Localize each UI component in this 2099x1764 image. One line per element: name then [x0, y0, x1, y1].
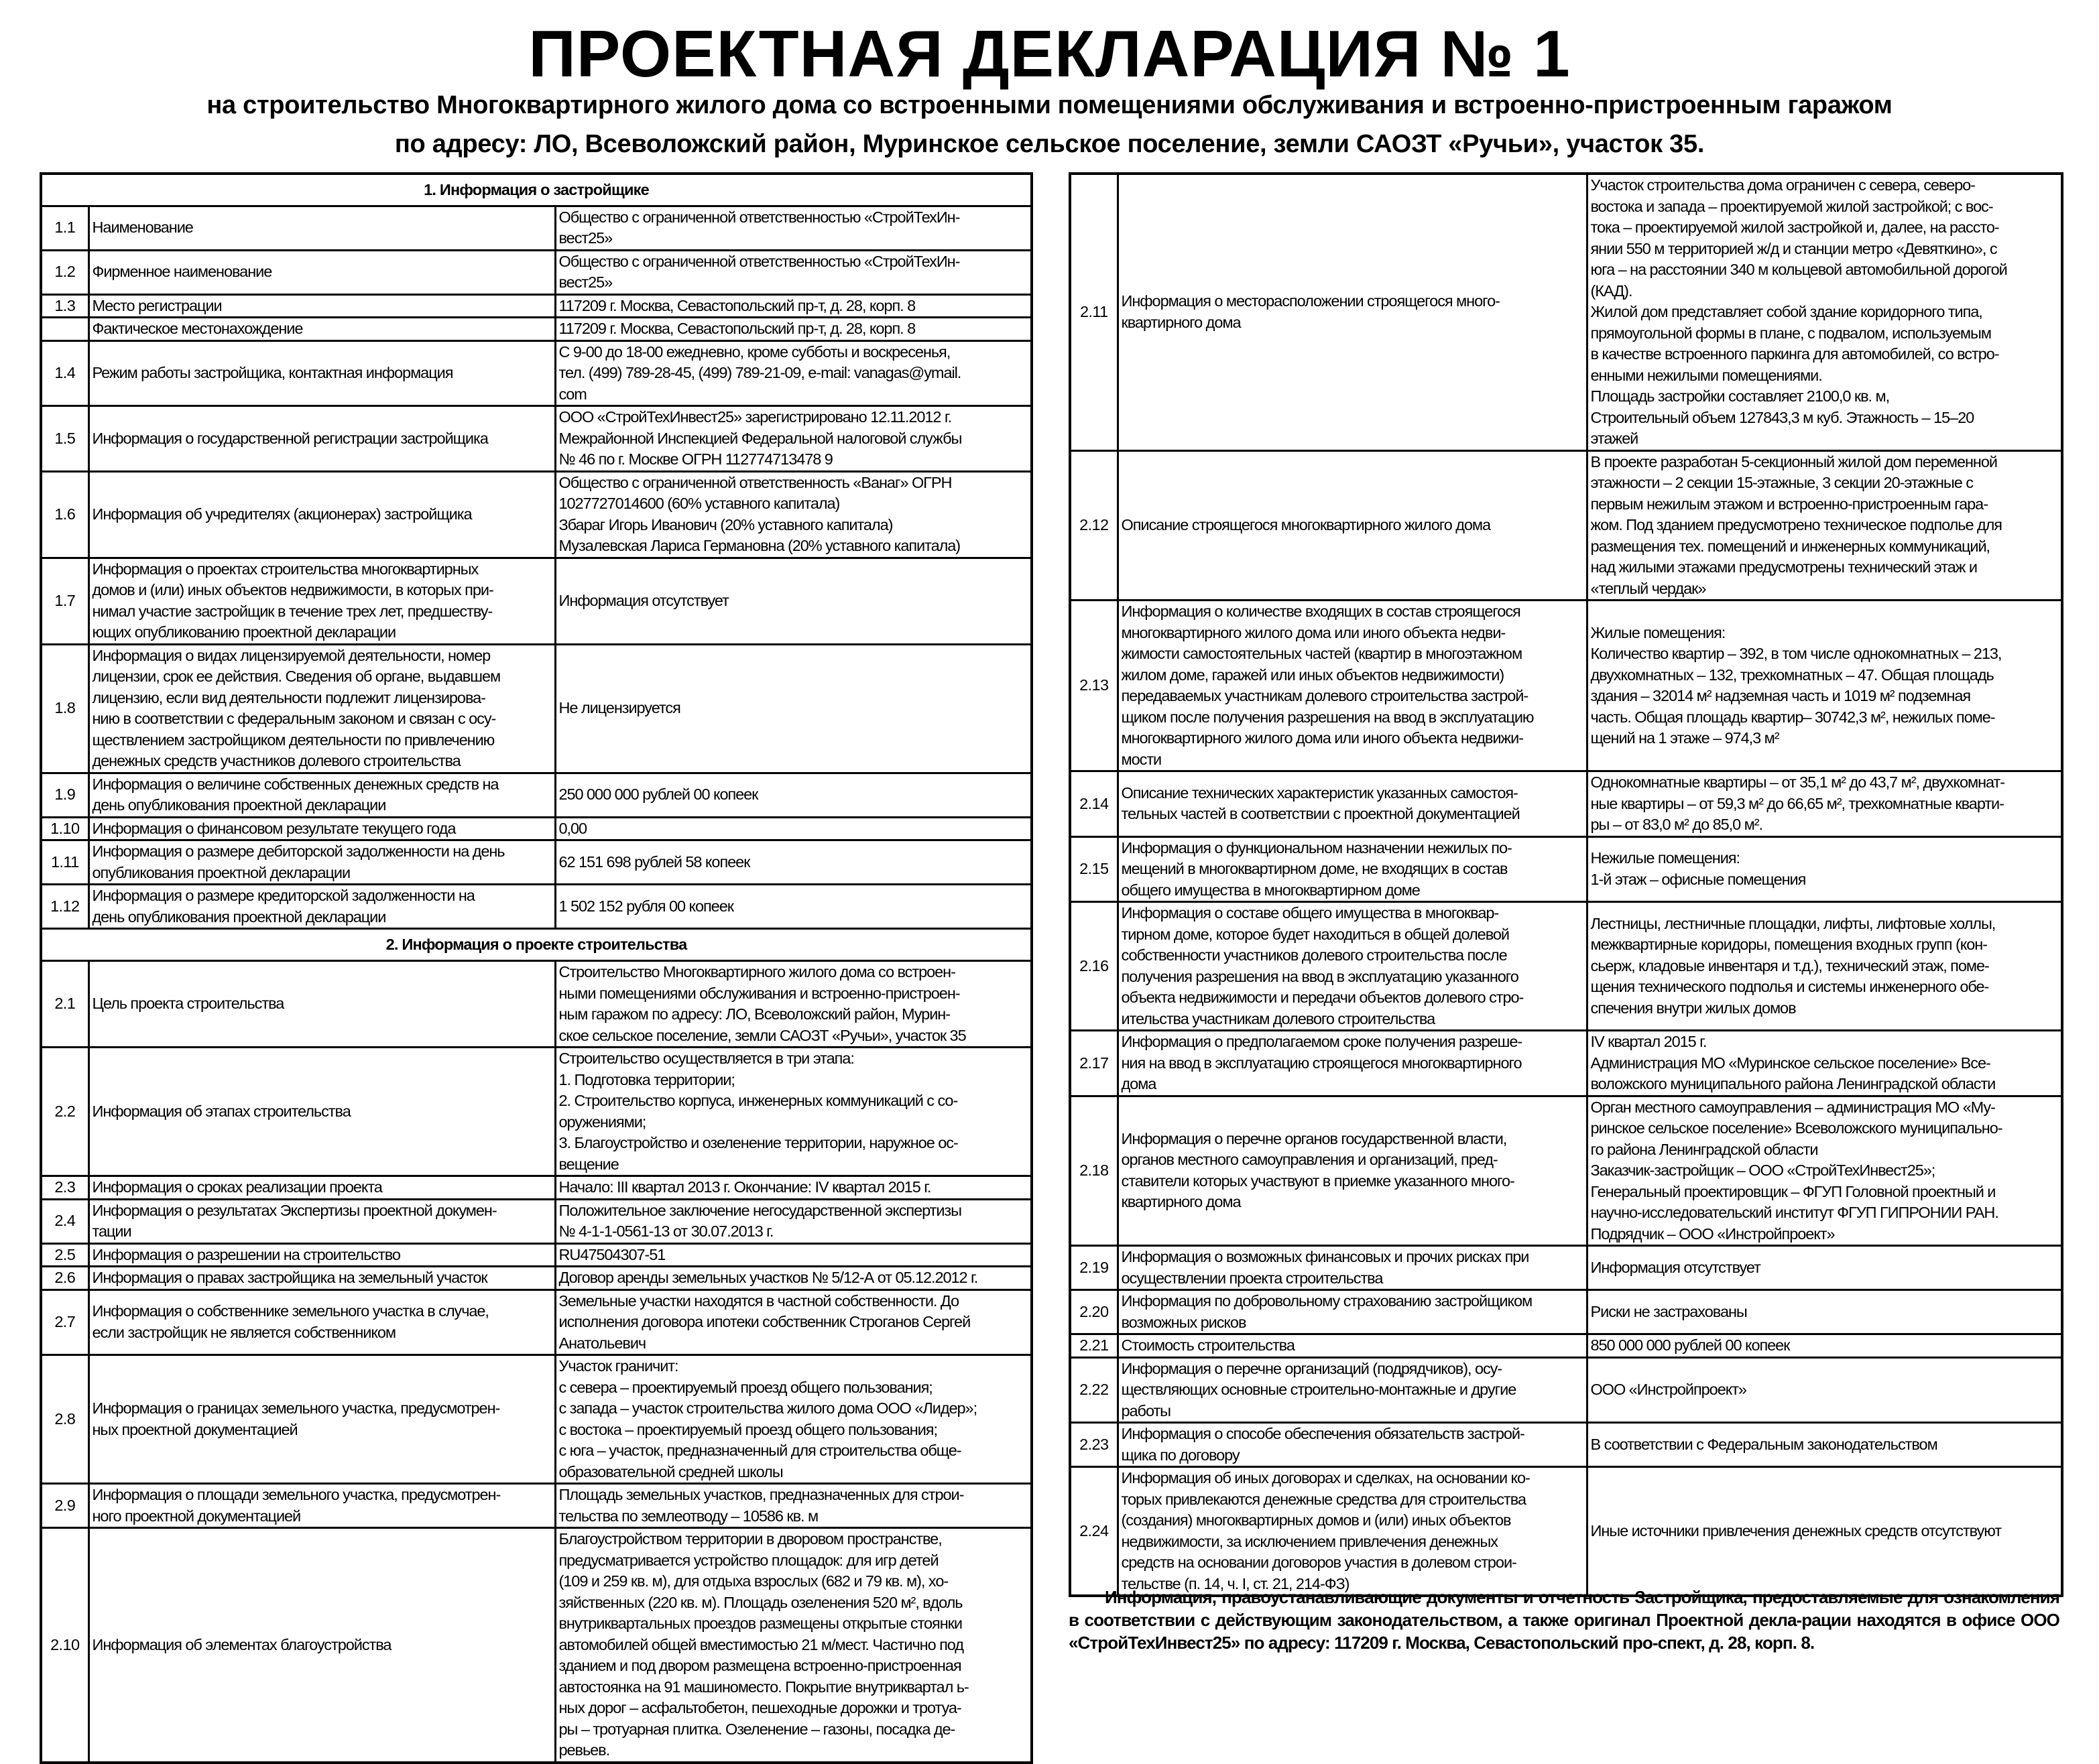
row-label: Информация о перечне органов государственной власти, органов местного самоуправления и организаций, пред- ставители которых участвуют в приемке указанного много- квартирного дома: [1118, 1096, 1587, 1246]
project-info-table-continued: [1069, 172, 2063, 1597]
row-number: 2.11: [1070, 174, 1118, 450]
row-number: 2.14: [1070, 771, 1118, 837]
row-label: Режим работы застройщика, контактная информация: [88, 340, 555, 406]
row-number: 2.21: [1070, 1334, 1118, 1358]
table-row: [1070, 1357, 2062, 1423]
row-number: 1.1: [41, 206, 88, 250]
table-row: [41, 318, 1032, 341]
row-value: Договор аренды земельных участков № 5/12-А от 05.12.2012 г.: [555, 1267, 1032, 1290]
table-row: [41, 1355, 1032, 1484]
row-number: 1.5: [41, 406, 88, 472]
footer-note: Информация, правоустанавливающие документы и отчетность Застройщика, предоставляемые для ознакомления в соответствии с действующим законодательством, а также оригинал Проектной декла-рации находятся в офисе ООО «СтройТехИнвест25» по адресу: 117209 г. Москва, Севастопольский про-спект, д. 28, корп. 8.: [1069, 1587, 2059, 1653]
row-label: Информация о величине собственных денежных средств на день опубликования проектной декларации: [88, 773, 555, 817]
row-number: 2.9: [41, 1484, 88, 1528]
row-value: Не лицензируется: [555, 644, 1032, 773]
row-value: В проекте разработан 5-секционный жилой дом переменной этажности – 2 секции 15-этажные, 3 секции 20-этажные с первым нежилым этажом и встроенно-пристроенным гара- жом. Под зданием предусмотрено техническое подполье для размещения тех. помещений и инженерных коммуникаций, над жилыми этажами предусмотрены технический этаж и «теплый чердак»: [1587, 450, 2062, 601]
row-value: 1 502 152 рубля 00 копеек: [555, 885, 1032, 929]
row-number: 2.24: [1070, 1467, 1118, 1596]
table-row: [41, 1528, 1032, 1763]
right-table-body: [1070, 174, 2062, 1596]
developer-info-table: [40, 172, 1033, 1764]
table-row: [1070, 1290, 2062, 1334]
row-label: Описание технических характеристик указанных самостоя- тельных частей в соответствии с проектной документацией: [1118, 771, 1587, 837]
row-number: 2.2: [41, 1048, 88, 1176]
row-number: 2.5: [41, 1243, 88, 1267]
table-row: [41, 885, 1032, 929]
row-value: Участок граничит: с севера – проектируемый проезд общего пользования; с запада – участок строительства жилого дома ООО «Лидер»; с востока – проектируемый проезд общего пользования; с юга – участок, предназначенный для строительства обще- образовательной средней школы: [555, 1355, 1032, 1484]
row-number: 2.20: [1070, 1290, 1118, 1334]
table-row: [41, 773, 1032, 817]
row-label: Информация об элементах благоустройства: [88, 1528, 555, 1763]
table-row: [1070, 1334, 2062, 1358]
row-label: Информация об учредителях (акционерах) застройщика: [88, 471, 555, 558]
row-number: 2.8: [41, 1355, 88, 1484]
row-label: Информация о составе общего имущества в многоквар- тирном доме, которое будет находиться в общей долевой собственности участников долевого строительства после получения разрешения на ввод в эксплуатацию указанного объекта недвижимости и передачи объектов долевого стро- ительства участникам долевого строительства: [1118, 902, 1587, 1031]
row-value: Иные источники привлечения денежных средств отсутствуют: [1587, 1467, 2062, 1596]
row-value: Общество с ограниченной ответственность «Ванаг» ОГРН 1027727014600 (60% уставного капитала) Збараг Игорь Иванович (20% уставного капитала) Музалевская Лариса Германовна (20% уставного капитала): [555, 471, 1032, 558]
row-value: Жилые помещения: Количество квартир – 392, в том числе однокомнатных – 213, двухкомнатных – 132, трехкомнатных – 47. Общая площадь здания – 32014 м² надземная часть и 1019 м² подземная часть. Общая площадь квартир– 30742,3 м², нежилых поме- щений на 1 этаже – 974,3 м²: [1587, 601, 2062, 771]
row-value: Однокомнатные квартиры – от 35,1 м² до 43,7 м², двухкомнат- ные квартиры – от 59,3 м² до 66,65 м², трехкомнатные кварти- ры – от 83,0 м² до 85,0 м².: [1587, 771, 2062, 837]
row-label: Информация о размере дебиторской задолженности на день опубликования проектной декларации: [88, 840, 555, 885]
row-number: [41, 318, 88, 341]
row-number: 1.3: [41, 294, 88, 318]
row-label: Информация по добровольному страхованию застройщиком возможных рисков: [1118, 1290, 1587, 1334]
row-value: Общество с ограниченной ответственностью «СтройТехИн- вест25»: [555, 250, 1032, 294]
row-number: 2.3: [41, 1176, 88, 1200]
row-label: Информация о предполагаемом сроке получения разреше- ния на ввод в эксплуатацию строящегося многоквартирного дома: [1118, 1031, 1587, 1096]
row-value: RU47504307-51: [555, 1243, 1032, 1267]
row-value: Земельные участки находятся в частной собственности. До исполнения договора ипотеки собственник Строганов Сергей Анатольевич: [555, 1289, 1032, 1355]
row-label: Описание строящегося многоквартирного жилого дома: [1118, 450, 1587, 601]
row-label: Информация о видах лицензируемой деятельности, номер лицензии, срок ее действия. Сведения об органе, выдавшем лицензию, если вид деятельности подлежит лицензирова- нию в соответствии с федеральным законом и связан с осу- ществлением застройщиком деятельности по привлечению денежных средств участников долевого строительства: [88, 644, 555, 773]
row-value: IV квартал 2015 г. Администрация МО «Муринское сельское поселение» Все- воложского муниципального района Ленинградской области: [1587, 1031, 2062, 1096]
row-label: Информация о площади земельного участка, предусмотрен- ного проектной документацией: [88, 1484, 555, 1528]
row-value: С 9-00 до 18-00 ежедневно, кроме субботы и воскресенья, тел. (499) 789-28-45, (499) 789-21-09, e-mail: vanagas@ymail. com: [555, 340, 1032, 406]
row-label: Информация об этапах строительства: [88, 1048, 555, 1176]
row-value: 117209 г. Москва, Севастопольский пр-т, д. 28, корп. 8: [555, 318, 1032, 341]
table-row: [1070, 1096, 2062, 1246]
row-value: 0,00: [555, 817, 1032, 840]
row-value: 62 151 698 рублей 58 копеек: [555, 840, 1032, 885]
row-number: 1.6: [41, 471, 88, 558]
table-row: [41, 206, 1032, 250]
row-value: Участок строительства дома ограничен с севера, северо- востока и запада – проектируемой жилой застройкой; с вос- тока – проектируемой жилой застройкой и, далее, на рассто- янии 550 м территорией ж/д и станции метро «Девяткино», с юга – на расстоянии 340 м кольцевой автомобильной дорогой (КАД). Жилой дом представляет собой здание коридорного типа, прямоугольной формы в плане, с подвалом, используемым в качестве встроенного паркинга для автомобилей, со встро- енными нежилыми помещениями. Площадь застройки составляет 2100,0 кв. м, Строительный объем 127843,3 м куб. Этажность – 15–20 этажей: [1587, 174, 2062, 450]
row-label: Фактическое местонахождение: [88, 318, 555, 341]
row-number: 2.7: [41, 1289, 88, 1355]
row-number: 2.4: [41, 1199, 88, 1243]
table-row: [41, 406, 1032, 472]
row-number: 2.23: [1070, 1423, 1118, 1467]
row-number: 2.6: [41, 1267, 88, 1290]
table-row: [41, 961, 1032, 1048]
row-label: Информация о количестве входящих в состав строящегося многоквартирного жилого дома или иного объекта недви- жимости самостоятельных частей (квартир в многоэтажном жилом доме, гаражей или иных объектов недвижимости) передаваемых участникам долевого строительства застрой- щиком после получения разрешения на ввод в эксплуатацию многоквартирного жилого дома или иного объекта недвижи- мости: [1118, 601, 1587, 771]
row-number: 2.15: [1070, 836, 1118, 902]
section-heading: 1. Информация о застройщике: [41, 174, 1032, 206]
row-number: 1.11: [41, 840, 88, 885]
table-row: [41, 644, 1032, 773]
table-row: [41, 340, 1032, 406]
row-label: Информация о проектах строительства многоквартирных домов и (или) иных объектов недвижимости, в которых при- нимал участие застройщик в течение трех лет, предшеству- ющих опубликованию проектной декларации: [88, 558, 555, 644]
table-row: [41, 471, 1032, 558]
row-value: Начало: III квартал 2013 г. Окончание: IV квартал 2015 г.: [555, 1176, 1032, 1200]
row-label: Информация о разрешении на строительство: [88, 1243, 555, 1267]
row-value: ООО «СтройТехИнвест25» зарегистрировано 12.11.2012 г. Межрайонной Инспекцией Федеральной налоговой службы № 46 по г. Москве ОГРН 112774713478 9: [555, 406, 1032, 472]
page-subtitle: [0, 86, 2099, 164]
table-row: [41, 840, 1032, 885]
table-row: [41, 1243, 1032, 1267]
row-label: Информация о возможных финансовых и прочих рисках при осуществлении проекта строительства: [1118, 1246, 1587, 1290]
row-label: Информация о перечне организаций (подрядчиков), осу- ществляющих основные строительно-монтажные и другие работы: [1118, 1357, 1587, 1423]
section-2-header: [41, 929, 1032, 961]
row-value: 117209 г. Москва, Севастопольский пр-т, д. 28, корп. 8: [555, 294, 1032, 318]
row-label: Информация о правах застройщика на земельный участок: [88, 1267, 555, 1290]
table-row: [1070, 1423, 2062, 1467]
row-number: 1.8: [41, 644, 88, 773]
row-label: Наименование: [88, 206, 555, 250]
page-title: ПРОЕКТНАЯ ДЕКЛАРАЦИЯ № 1: [528, 17, 1571, 90]
table-row: [1070, 450, 2062, 601]
row-label: Фирменное наименование: [88, 250, 555, 294]
row-number: 2.17: [1070, 1031, 1118, 1096]
table-row: [41, 294, 1032, 318]
row-label: Цель проекта строительства: [88, 961, 555, 1048]
row-label: Информация о способе обеспечения обязательств застрой- щика по договору: [1118, 1423, 1587, 1467]
row-value: Орган местного самоуправления – администрация МО «Му- ринское сельское поселение» Всеволожского муниципально- го района Ленинградской области Заказчик-застройщик – ООО «СтройТехИнвест25»; Генеральный проектировщик – ФГУП Головной проектный и научно-исследовательский институт ФГУП ГИПРОНИИ РАН. Подрядчик – ООО «Инстройпроект»: [1587, 1096, 2062, 1246]
row-value: В соответствии с Федеральным законодательством: [1587, 1423, 2062, 1467]
row-value: Общество с ограниченной ответственностью «СтройТехИн- вест25»: [555, 206, 1032, 250]
row-number: 1.10: [41, 817, 88, 840]
row-number: 2.16: [1070, 902, 1118, 1031]
table-row: [1070, 902, 2062, 1031]
row-label: Информация о границах земельного участка, предусмотрен- ных проектной документацией: [88, 1355, 555, 1484]
subtitle-line-1: на строительство Многоквартирного жилого дома со встроенными помещениями обслуживания и встроенно-пристроенным гаражом: [206, 91, 1893, 119]
row-number: 1.4: [41, 340, 88, 406]
row-value: Благоустройством территории в дворовом пространстве, предусматривается устройство площадок: для игр детей (109 и 259 кв. м), для отдыха взрослых (682 и 79 кв. м), хо- зяйственных (220 кв. м). Площадь озеленения 520 м², вдоль внутриквартальных проездов размещены открытые стоянки автомобилей общей вместимостью 21 м/мест. Частично под зданием и под двором размещена встроенно-пристроенная автостоянка на 91 машиноместо. Покрытие внутриквартал ь- ных дорог – асфальтобетон, пешеходные дорожки и тротуа- ры – тротуарная плитка. Озеленение – газоны, посадка де- ревьев.: [555, 1528, 1032, 1763]
row-number: 2.10: [41, 1528, 88, 1763]
row-value: Лестницы, лестничные площадки, лифты, лифтовые холлы, межквартирные коридоры, помещения входных групп (кон- сьерж, кладовые инвентаря и т.д.), технический этаж, поме- щения технического подполья и системы инженерного обе- спечения внутри жилых домов: [1587, 902, 2062, 1031]
row-value: Строительство осуществляется в три этапа: 1. Подготовка территории; 2. Строительство корпуса, инженерных коммуникаций с со- оружениями; 3. Благоустройство и озеленение территории, наружное ос- вещение: [555, 1048, 1032, 1176]
row-value: Информация отсутствует: [555, 558, 1032, 644]
table-row: [1070, 601, 2062, 771]
table-row: [41, 1289, 1032, 1355]
row-label: Информация о государственной регистрации застройщика: [88, 406, 555, 472]
row-value: 250 000 000 рублей 00 копеек: [555, 773, 1032, 817]
row-value: Площадь земельных участков, предназначенных для строи- тельства по землеотводу – 10586 кв. м: [555, 1484, 1032, 1528]
row-value: 850 000 000 рублей 00 копеек: [1587, 1334, 2062, 1358]
row-label: Информация о месторасположении строящегося много- квартирного дома: [1118, 174, 1587, 450]
table-row: [41, 250, 1032, 294]
row-label: Информация о функциональном назначении нежилых по- мещений в многоквартирном доме, не входящих в состав общего имущества в многоквартирном доме: [1118, 836, 1587, 902]
row-number: 2.13: [1070, 601, 1118, 771]
section-heading: 2. Информация о проекте строительства: [41, 929, 1032, 961]
row-value: Риски не застрахованы: [1587, 1290, 2062, 1334]
row-number: 2.12: [1070, 450, 1118, 601]
row-number: 1.2: [41, 250, 88, 294]
row-number: 2.22: [1070, 1357, 1118, 1423]
row-value: Нежилые помещения: 1-й этаж – офисные помещения: [1587, 836, 2062, 902]
subtitle-line-2: по адресу: ЛО, Всеволожский район, Муринское сельское поселение, земли САОЗТ «Ручьи», участок 35.: [394, 130, 1705, 158]
row-label: Информация о собственнике земельного участка в случае, если застройщик не является собственником: [88, 1289, 555, 1355]
row-label: Информация о сроках реализации проекта: [88, 1176, 555, 1200]
table-row: [41, 1199, 1032, 1243]
table-row: [1070, 1031, 2062, 1096]
row-number: 2.1: [41, 961, 88, 1048]
table-row: [1070, 1467, 2062, 1596]
row-value: Информация отсутствует: [1587, 1246, 2062, 1290]
row-value: Положительное заключение негосударственной экспертизы № 4-1-1-0561-13 от 30.07.2013 г.: [555, 1199, 1032, 1243]
row-label: Информация о результатах Экспертизы проектной докумен- тации: [88, 1199, 555, 1243]
row-number: 2.19: [1070, 1246, 1118, 1290]
row-label: Информация об иных договорах и сделках, на основании ко- торых привлекаются денежные средства для строительства (создания) многоквартирных домов и (или) иных объектов недвижимости, за исключением привлечения денежных средств на основании договоров участия в долевом строи- тельстве (п. 14, ч. I, ст. 21, 214-ФЗ): [1118, 1467, 1587, 1596]
row-value: ООО «Инстройпроект»: [1587, 1357, 2062, 1423]
table-row: [41, 1048, 1032, 1176]
row-label: Информация о финансовом результате текущего года: [88, 817, 555, 840]
table-row: [41, 558, 1032, 644]
row-label: Стоимость строительства: [1118, 1334, 1587, 1358]
left-table-body: [41, 174, 1032, 1763]
section-1-header: [41, 174, 1032, 206]
table-row: [1070, 174, 2062, 450]
row-number: 1.9: [41, 773, 88, 817]
row-number: 2.18: [1070, 1096, 1118, 1246]
row-value: Строительство Многоквартирного жилого дома со встроен- ными помещениями обслуживания и встроенно-пристроен- ным гаражом по адресу: ЛО, Всеволожский район, Мурин- ское сельское поселение, земли САОЗТ «Ручьи», участок 35: [555, 961, 1032, 1048]
table-row: [41, 1176, 1032, 1200]
row-label: Место регистрации: [88, 294, 555, 318]
table-row: [41, 817, 1032, 840]
table-row: [1070, 836, 2062, 902]
row-label: Информация о размере кредиторской задолженности на день опубликования проектной декларации: [88, 885, 555, 929]
table-row: [1070, 771, 2062, 837]
table-row: [1070, 1246, 2062, 1290]
row-number: 1.12: [41, 885, 88, 929]
table-row: [41, 1267, 1032, 1290]
table-row: [41, 1484, 1032, 1528]
row-number: 1.7: [41, 558, 88, 644]
